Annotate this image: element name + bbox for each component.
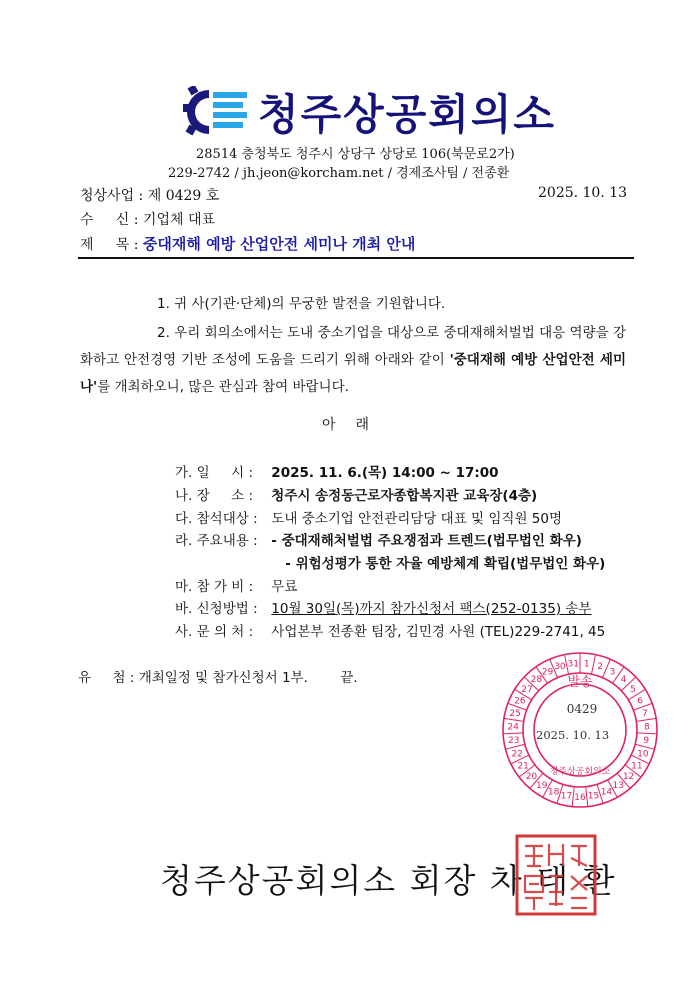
detail-value: - 위험성평가 통한 자율 예방체계 확립(법무법인 화우): [285, 556, 606, 572]
svg-text:21: 21: [517, 761, 529, 772]
paragraph-2-text-end: 를 개최하오니, 많은 관심과 참여 바랍니다.: [97, 379, 349, 395]
detail-value: 사업본부 전종환 팀장, 김민경 사원 (TEL)229-2741, 45: [271, 624, 606, 640]
subject-label: 제 목 :: [80, 237, 139, 253]
signature-line: 청주상공회의소 회장 차 태 환: [160, 861, 617, 900]
svg-text:31: 31: [567, 659, 579, 670]
svg-text:2: 2: [597, 662, 603, 673]
svg-text:8: 8: [644, 722, 650, 733]
below-heading: 아래: [322, 417, 390, 433]
svg-text:23: 23: [508, 736, 520, 747]
detail-label: 마. 참 가 비 :: [175, 579, 254, 595]
detail-label: 다. 참석대상 :: [175, 511, 258, 527]
header-divider: [78, 257, 634, 259]
svg-text:24: 24: [507, 722, 519, 733]
detail-label: 가. 일 시 :: [175, 465, 254, 481]
detail-value: 청주시 송정동근로자종합복지관 교육장(4층): [271, 488, 538, 504]
paragraph-2-text: 2. 우리 회의소에서는 도내 중소기업을 대상으로 중대재해처벌법 대응 역량을 강화하고 안전경영 기반 조성에 도움을 드리기 위해 아래와 같이: [80, 325, 626, 368]
detail-value: 도내 중소기업 안전관리담당 대표 및 임직원 50명: [271, 511, 563, 527]
svg-text:7: 7: [641, 709, 648, 720]
detail-row-place: [175, 487, 537, 505]
detail-row-contact: [175, 623, 605, 641]
detail-label: 사. 문 의 처 :: [175, 624, 254, 640]
attachment-label: 유 첨 :: [78, 670, 135, 686]
svg-text:30: 30: [554, 662, 566, 673]
paragraph-1: 1. 귀 사(기관·단체)의 무궁한 발전을 기원합니다.: [157, 296, 446, 312]
svg-text:11: 11: [631, 761, 643, 772]
svg-text:6: 6: [637, 696, 644, 707]
subject-row: [80, 233, 415, 254]
svg-text:25: 25: [509, 709, 521, 720]
doc-number: 제 0429 호: [147, 188, 220, 204]
detail-label: 나. 장 소 :: [175, 488, 254, 504]
svg-text:22: 22: [511, 749, 523, 760]
svg-text:4: 4: [620, 675, 627, 686]
doc-number-label: 청상사업 :: [80, 188, 144, 204]
end-mark: 끝.: [340, 670, 358, 686]
svg-text:10: 10: [637, 749, 649, 760]
org-name: 청주상공회의소: [258, 90, 557, 139]
svg-text:5: 5: [630, 684, 636, 695]
detail-row-content-2: [175, 555, 605, 573]
official-seal-icon: [515, 834, 597, 916]
detail-label: 라. 주요내용 :: [175, 533, 258, 549]
recipient-label: 수 신 :: [80, 212, 139, 228]
stamp-org: 청주상공회의소: [549, 767, 611, 777]
svg-text:27: 27: [521, 684, 533, 695]
svg-text:19: 19: [535, 780, 548, 791]
svg-text:14: 14: [600, 787, 613, 798]
svg-text:15: 15: [587, 791, 600, 802]
stamp-title: 발송: [567, 675, 593, 690]
svg-text:9: 9: [643, 736, 650, 747]
svg-text:28: 28: [530, 675, 543, 686]
svg-text:1: 1: [583, 659, 590, 670]
svg-text:20: 20: [525, 772, 538, 783]
stamp-date: 2025. 10. 13: [536, 728, 610, 742]
paragraph-2: [80, 320, 626, 401]
svg-text:3: 3: [609, 667, 616, 678]
detail-row-fee: [175, 578, 297, 596]
svg-text:16: 16: [574, 793, 586, 803]
detail-label: 바. 신청방법 :: [175, 601, 258, 617]
detail-value: 2025. 11. 6.(목) 14:00 ~ 17:00: [271, 465, 499, 481]
paragraph-2-event-name: '중대재해 예방 산업안전 세미나': [80, 352, 626, 395]
attachment-note: [78, 666, 358, 686]
doc-number-row: [80, 185, 219, 205]
svg-text:12: 12: [622, 772, 635, 783]
detail-value: - 중대재해처벌법 주요쟁점과 트렌드(법무법인 화우): [271, 533, 582, 549]
detail-value: 무료: [271, 579, 298, 595]
doc-date: 2025. 10. 13: [538, 185, 628, 201]
detail-row-attendees: [175, 510, 562, 528]
recipient-row: [80, 209, 215, 229]
address-line: 28514 충청북도 청주시 상당구 상당로 106(북문로2가): [196, 147, 515, 162]
svg-text:29: 29: [541, 667, 554, 678]
svg-text:17: 17: [560, 791, 573, 802]
attachment-text: 개최일정 및 참가신청서 1부.: [138, 670, 308, 686]
svg-text:26: 26: [514, 696, 526, 707]
stamp-number: 0429: [566, 702, 598, 716]
chamber-logo-icon: [183, 86, 253, 138]
detail-row-content: [175, 532, 582, 550]
contact-line: 229-2742 / jh.jeon@korcham.net / 경제조사팀 / 전종환: [168, 166, 510, 181]
subject: 중대재해 예방 산업안전 세미나 개최 안내: [142, 235, 416, 253]
detail-value: 10월 30일(목)까지 참가신청서 팩스(252-0135) 송부: [271, 601, 592, 617]
detail-row-date: [175, 464, 499, 482]
detail-row-apply: [175, 600, 591, 618]
svg-text:13: 13: [612, 780, 625, 791]
svg-text:18: 18: [547, 787, 560, 798]
recipient: 기업체 대표: [142, 212, 215, 228]
